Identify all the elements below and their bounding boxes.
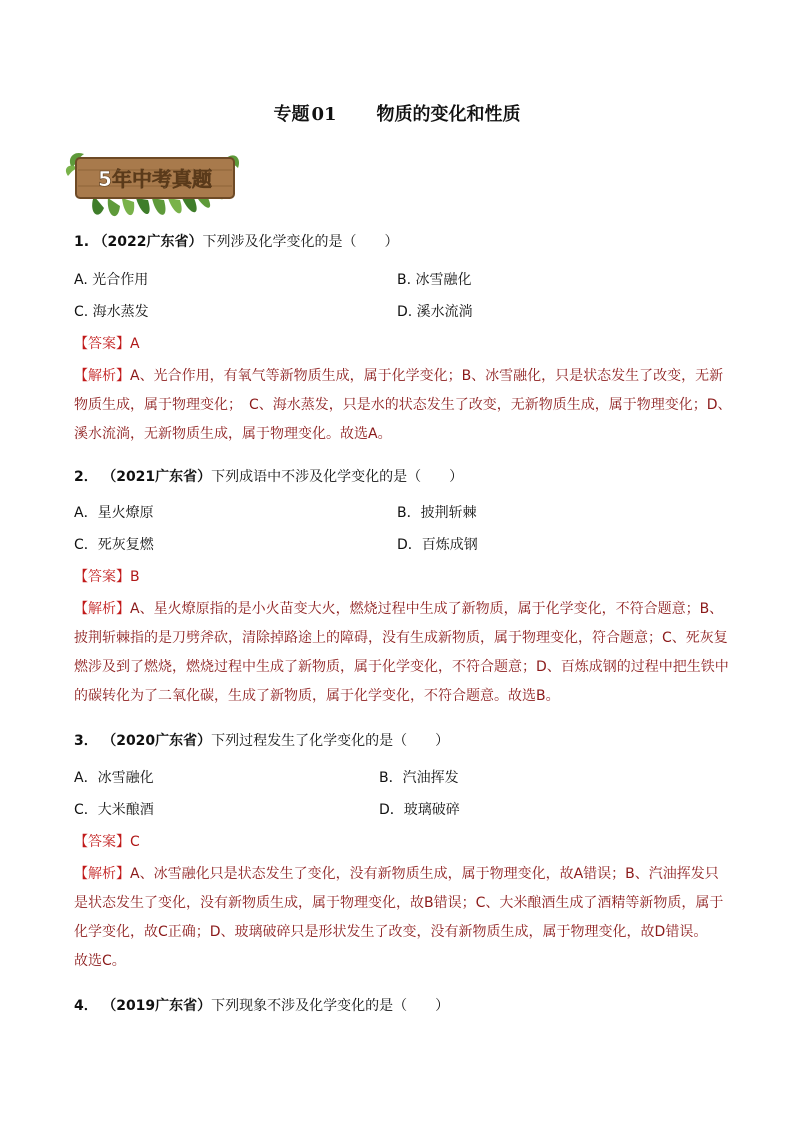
analysis-line: A、星火燎原指的是小火苗变大火，燃烧过程中生成了新物质，属于化学变化，不符合题意；B、 [130,601,724,617]
answer-3 [74,832,140,852]
question-3 [74,731,449,751]
question-stem: 下列涉及化学变化的是（ ） [202,234,399,250]
option-c: C. 海水蒸发 [74,304,149,320]
analysis-line: 是状态发生了变化，没有新物质生成，属于物理变化，故B错误；C、大米酿酒生成了酒精等新物质，属于 [74,895,724,911]
analysis-3 [74,860,734,976]
analysis-tag: 【解析】 [74,601,130,617]
analysis-tag: 【解析】 [74,866,130,882]
answer-tag: 【答案】 [74,336,130,352]
analysis-tag: 【解析】 [74,368,130,384]
answer-value: C [130,834,140,850]
title-text: 物质的变化和性质 [376,104,521,125]
option-a: A．冰雪融化 [74,770,154,786]
analysis-line: 溪水流淌，无新物质生成，属于物理变化。故选A。 [74,426,392,442]
answer-value: A [130,336,140,352]
banner-sign [64,138,244,224]
option-c: C．大米酿酒 [74,802,154,818]
question-stem: 下列过程发生了化学变化的是（ ） [211,733,450,749]
page-title [0,100,794,126]
question-source: （2022广东省） [93,234,203,250]
question-2 [74,467,463,487]
analysis-line: 化学变化，故C正确；D、玻璃破碎只是形状发生了改变，没有新物质生成，属于物理变化，故D错误。 [74,924,708,940]
option-c: C．死灰复燃 [74,537,154,553]
question-source: （2021广东省） [102,469,212,485]
question-4 [74,996,449,1016]
analysis-line: A、冰雪融化只是状态发生了变化，没有新物质生成，属于物理变化，故A错误；B、汽油挥发只 [130,866,719,882]
question-stem: 下列成语中不涉及化学变化的是（ ） [211,469,464,485]
option-b: B．汽油挥发 [379,770,459,786]
analysis-line: 披荆斩棘指的是刀劈斧砍，清除掉路途上的障碍，没有生成新物质，属于物理变化，符合题意；C、死灰复 [74,630,728,646]
title-number: 01 [311,104,337,125]
answer-1 [74,334,140,354]
question-1 [74,232,398,252]
question-number: 1. [74,234,90,250]
answer-value: B [130,569,140,585]
title-prefix: 专题 [273,104,310,125]
question-stem: 下列现象不涉及化学变化的是（ ） [211,998,450,1014]
option-d: D．玻璃破碎 [379,802,460,818]
question-number: 3． [74,733,98,749]
option-b: B．披荆斩棘 [397,505,477,521]
banner-label: 5年中考真题 [98,167,212,191]
answer-tag: 【答案】 [74,834,130,850]
analysis-2 [74,595,734,711]
question-source: （2020广东省） [102,733,212,749]
option-d: D. 溪水流淌 [397,304,473,320]
option-a: A．星火燎原 [74,505,154,521]
analysis-line: A、光合作用，有氧气等新物质生成，属于化学变化；B、冰雪融化，只是状态发生了改变，无新 [130,368,724,384]
analysis-line: 燃涉及到了燃烧，燃烧过程中生成了新物质，属于化学变化，不符合题意；D、百炼成钢的过程中把生铁中 [74,659,729,675]
analysis-line: 物质生成，属于物理变化； C、海水蒸发，只是水的状态发生了改变，无新物质生成，属于物理变化；D、 [74,397,732,413]
option-a: A. 光合作用 [74,272,149,288]
question-number: 4． [74,998,98,1014]
analysis-line: 故选C。 [74,953,126,969]
option-b: B. 冰雪融化 [397,272,472,288]
answer-2 [74,567,140,587]
question-number: 2． [74,469,98,485]
option-d: D．百炼成钢 [397,537,478,553]
question-source: （2019广东省） [102,998,212,1014]
analysis-line: 的碳转化为了二氧化碳，生成了新物质，属于化学变化，不符合题意。故选B。 [74,688,560,704]
analysis-1 [74,362,734,449]
answer-tag: 【答案】 [74,569,130,585]
